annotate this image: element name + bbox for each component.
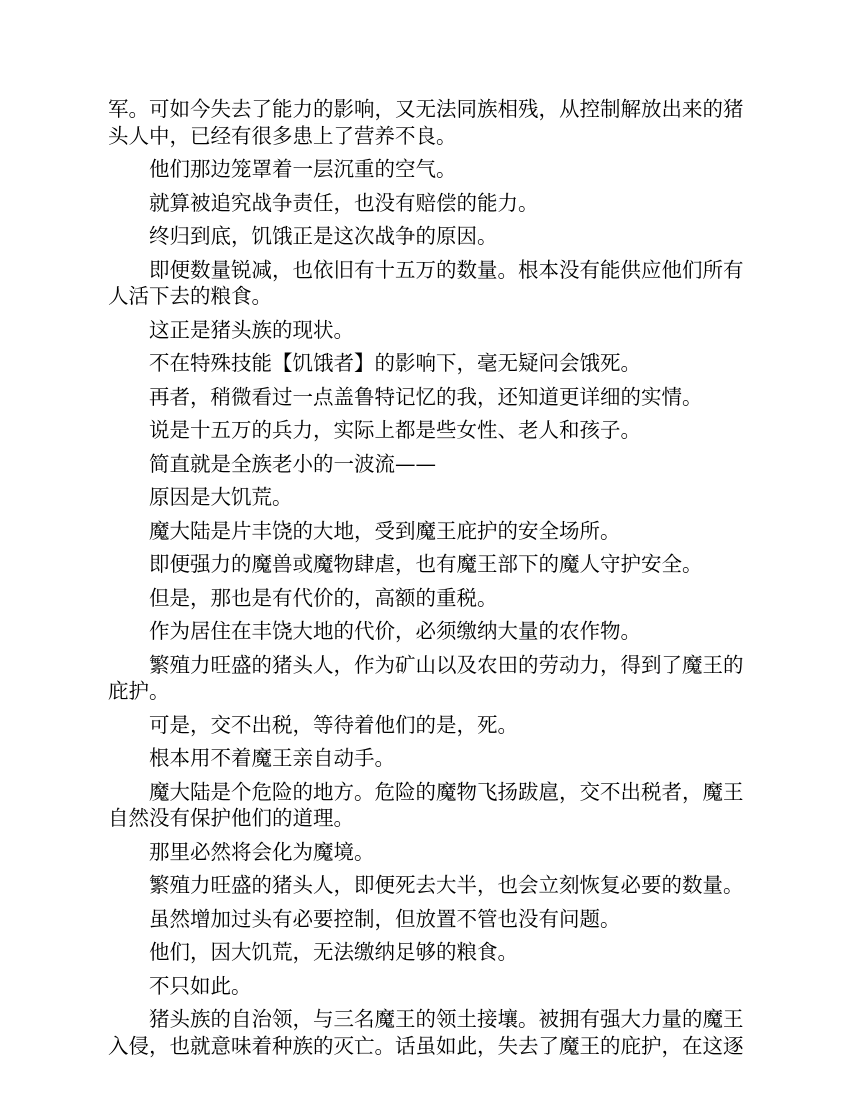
paragraph: 魔大陆是片丰饶的大地，受到魔王庇护的安全场所。 (149, 518, 621, 543)
paragraph: 繁殖力旺盛的猪头人，作为矿山以及农田的劳动力，得到了魔王的庇护。 (108, 652, 744, 703)
paragraph: 不只如此。 (149, 973, 252, 998)
paragraph: 军。可如今失去了能力的影响，又无法同族相残，从控制解放出来的猪头人中，已经有很多患上了营养不良。 (108, 97, 744, 148)
paragraph: 可是，交不出税，等待着他们的是，死。 (149, 712, 518, 737)
paragraph: 他们那边笼罩着一层沉重的空气。 (149, 157, 457, 181)
paragraph: 简直就是全族老小的一波流—— (149, 451, 436, 476)
text-column (108, 96, 748, 1066)
paragraph: 即便强力的魔兽或魔物肆虐，也有魔王部下的魔人守护安全。 (149, 552, 703, 576)
paragraph: 再者，稍微看过一点盖鲁特记忆的我，还知道更详细的实情。 (149, 384, 703, 409)
paragraph: 他们，因大饥荒，无法缴纳足够的粮食。 (149, 940, 518, 964)
paragraph: 虽然增加过头有必要控制，但放置不管也没有问题。 (149, 906, 621, 931)
paragraph: 根本用不着魔王亲自动手。 (149, 746, 395, 770)
paragraph: 不在特殊技能【饥饿者】的影响下，毫无疑问会饿死。 (149, 351, 641, 375)
paragraph: 说是十五万的兵力，实际上都是些女性、老人和孩子。 (149, 418, 641, 442)
paragraph: 就算被追究战争责任，也没有赔偿的能力。 (149, 190, 539, 215)
paragraph: 魔大陆是个危险的地方。危险的魔物飞扬跋扈，交不出税者，魔王自然没有保护他们的道理。 (108, 779, 744, 830)
paragraph: 原因是大饥荒。 (149, 485, 293, 509)
paragraph: 但是，那也是有代价的，高额的重税。 (149, 585, 498, 610)
paragraph: 即便数量锐减，也依旧有十五万的数量。根本没有能供应他们所有人活下去的粮食。 (108, 257, 744, 308)
paragraph: 猪头族的自治领，与三名魔王的领土接壤。被拥有强大力量的魔王入侵，也就意味着种族的灭亡。话虽如此，失去了魔王的庇护，在这逐 (108, 1007, 744, 1058)
paragraph: 繁殖力旺盛的猪头人，即便死去大半，也会立刻恢复必要的数量。 (149, 873, 744, 897)
paragraph: 那里必然将会化为魔境。 (149, 839, 375, 864)
paragraph: 作为居住在丰饶大地的代价，必须缴纳大量的农作物。 (149, 619, 641, 643)
paragraph: 终归到底，饥饿正是这次战争的原因。 (149, 224, 498, 248)
paragraph: 这正是猪头族的现状。 (149, 317, 354, 342)
